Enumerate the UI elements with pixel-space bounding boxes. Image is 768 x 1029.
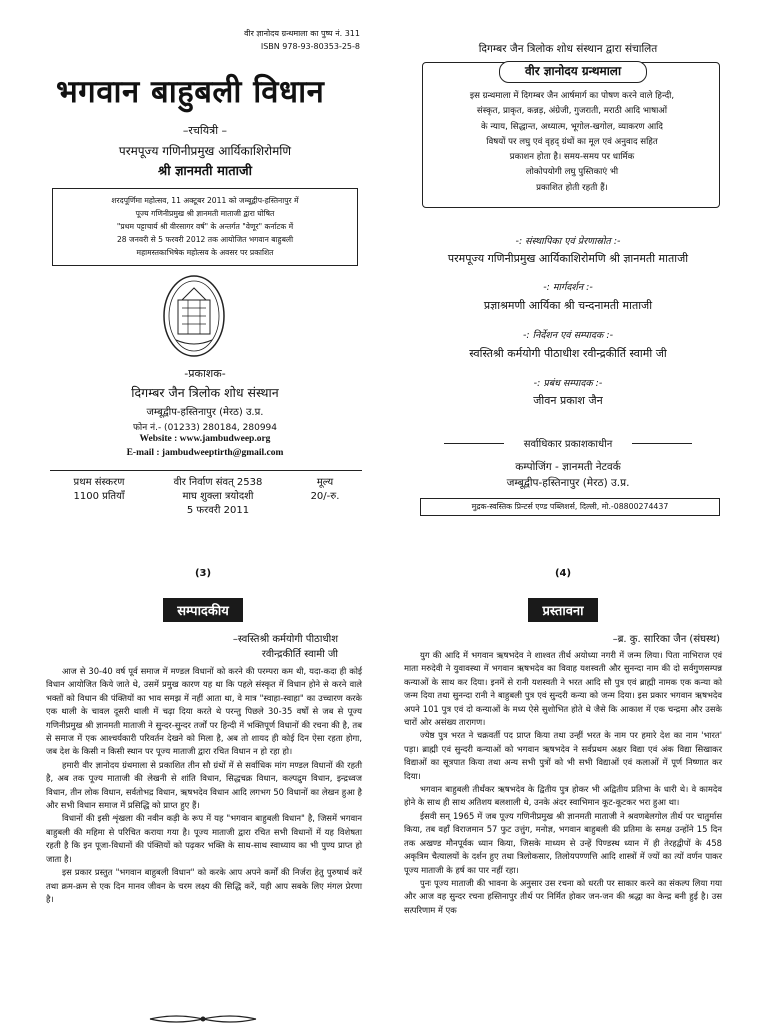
price-value: 20/-रु. <box>310 491 340 502</box>
series-number: वीर ज्ञानोदय ग्रन्थमाला का पुष्प नं. 311 <box>244 29 360 38</box>
series-title: वीर ज्ञानोदय ग्रन्थमाला <box>499 61 647 83</box>
rights-rule <box>444 436 692 450</box>
paragraph: हमारी वीर ज्ञानोदय ग्रंथमाला से प्रकाशित तीन सौ ग्रंथों में से सर्वाधिक मांग मण्डल विधानों की रहती है, अब तक पूज्य माताजी की लेखनी से शांति विधान, सिद्धचक्र विधान, कल्पद्रुम विधान, इन्द्रध्वज विधान, तीन लोक विधान, सर्वतोभद्र विधान, ऋषभदेव विधान आदि लगभग 50 विधानों का लेखन हुआ है और सभी विधान समाज में प्रसिद्धि को प्राप्त हुए हैं। <box>46 759 362 811</box>
ornament-divider <box>148 1010 258 1022</box>
guide-name: प्रज्ञाश्रमणी आर्यिका श्री चन्दनामती माताजी <box>483 299 653 312</box>
series-desc-line: प्रकाशन होता है। समय-समय पर धार्मिक <box>509 152 635 163</box>
paragraph: युग की आदि में भगवान ऋषभदेव ने शाश्वत तीर्थ अयोध्या नगरी में जन्म लिया। पिता नाभिराज एवं माता मरुदेवी ने युवावस्था में भगवान ऋषभदेव का विवाह यशस्वती और सुनन्दा नाम की दो सर्वगुणसम्पन्न कन्याओं के साथ कर दिया। इनमें से रानी यशस्वती ने भरत आदि सौ पुत्र एवं ब्राह्मी नामक एक कन्या को जन्म दिया तथा सुनन्दा रानी ने बाहुबली पुत्र एवं सुन्दरी कन्या को जन्म दिया। इस प्रकार भगवान ऋषभदेव अपने 101 पुत्र एवं दो कन्याओं के मध्य ऐसे सुशोभित होते थे जैसे कि आकाश में एक चन्द्रमा और उसके चारों ओर असंख्य तारागण। <box>404 650 722 728</box>
author-title: परमपूज्य गणिनीप्रमुख आर्यिकाशिरोमणि <box>118 144 292 158</box>
edition-label: प्रथम संस्करण <box>73 477 125 488</box>
editorial-body <box>46 665 362 906</box>
occasion-line: महामस्तकाभिषेक महोत्सव के अवसर पर प्रकाशित <box>136 248 274 257</box>
composing: कम्पोजिंग - ज्ञानमती नेटवर्क <box>515 461 621 473</box>
section-heading: प्रस्तावना <box>528 598 597 622</box>
publisher-address: जम्बूद्वीप-हस्तिनापुर (मेरठ) उ.प्र. <box>146 407 264 418</box>
preface-body <box>404 649 722 917</box>
title-page <box>40 22 370 527</box>
editorial-page <box>38 560 368 1024</box>
page-number: (3) <box>194 568 212 579</box>
paragraph: आज से 30-40 वर्ष पूर्व समाज में मण्डल विधानों को करने की परम्परा कम थी, यदा-कदा ही कोई विधान आयोजित किये जाते थे, उसमें प्रमुख कारण यह था कि पहले संस्कृत में विधान होने से करने वाले भक्तों को विधान की पंक्तियों का भाव समझ में नहीं आता था, वे मात्र "स्वाहा-स्वाहा" का उच्चारण करके एक थाली के चावल दूसरी थाली में चढ़ा दिया करते थे परन्तु पिछले 30-35 वर्षों से जब से पूज्य गणिनीप्रमुख श्री ज्ञानमती माताजी ने सुन्दर-सुन्दर तर्जों पर हिन्दी में भक्तिपूर्ण विधानों की रचना की है, तब से समाज में एक आश्चर्यकारी परिवर्तन देखने को मिला है, अब तो शायद ही कोई दिन ऐसा रहता होगा, जब देश के किसी न किसी स्थान पर पूज्य माताजी द्वारा रचित विधान न हो रहा हो। <box>46 666 362 757</box>
paragraph: ईसवी सन् 1965 में जब पूज्य गणिनीप्रमुख श्री ज्ञानमती माताजी ने श्रवणबेलगोल तीर्थ पर चातुर्मास किया, तब वहाँ विराजमान 57 फुट उत्तुंग, मनोज्ञ, भगवान बाहुबली की प्रतिमा के समक्ष उन्होंने 15 दिन तक अखण्ड मौनपूर्वक ध्यान किया, जिसके माध्यम से उन्हें पिण्डस्थ ध्यान में ही तेरहद्वीपों के 458 अकृत्रिम चैत्यालयों के दर्शन हुए तथा त्रिलोकसार, तिलोयपण्णत्ति आदि शास्त्रों में ज्यों का त्यों वर्णन पाकर पूज्य माताजी के हर्ष का पार नहीं रहा। <box>404 810 722 875</box>
publisher-name: दिगम्बर जैन त्रिलोक शोध संस्थान <box>131 385 279 400</box>
occasion-line: पूज्य गणिनीप्रमुख श्री ज्ञानमती माताजी द्वारा घोषित <box>135 209 275 218</box>
guide-role: -: मार्गदर्शन :- <box>543 282 593 293</box>
edition-block <box>54 476 144 504</box>
series-desc-line: इस ग्रन्थमाला में दिगम्बर जैन आर्षमार्ग का पोषण करने वाले हिन्दी, <box>469 91 675 101</box>
occasion-line: "प्रथम पट्टाचार्य श्री वीरसागर वर्ष" के अन्तर्गत "वेणूर" कर्नाटक में <box>116 222 294 231</box>
paragraph: पुनः पूज्य माताजी की भावना के अनुसार उस रचना को धरती पर साकार करने का संकल्प लिया गया और आज वह सुन्दर रचना हस्तिनापुर तीर्थ पर निर्मित होकर जन-जन की श्रद्धा का केन्द्र बनी हुई है। उस सत्परिणाम में एक <box>404 877 722 915</box>
byline: –ब्र. कु. सारिका जैन (संघस्थ) <box>612 634 720 645</box>
preface-page <box>398 560 728 1024</box>
credits-page <box>408 22 728 527</box>
series-box <box>422 62 720 208</box>
byline-1: –स्वस्तिश्री कर्मयोगी पीठाधीश <box>232 634 338 645</box>
manager-role: -: प्रबंध सम्पादक :- <box>533 378 603 389</box>
rights-text: सर्वाधिकार प्रकाशकाधीन <box>523 439 613 450</box>
author-name: श्री ज्ञानमती माताजी <box>157 164 253 179</box>
samvat-date-english: 5 फरवरी 2011 <box>186 505 250 516</box>
paragraph: इस प्रकार प्रस्तुत "भगवान बाहुबली विधान" को करके आप अपने कर्मों की निर्जरा हेतु पुरुषार्थ करें तथा क्रम-क्रम से एक दिन मानव जीवन के चरम लक्ष्य की सिद्धि करें, यही आप सबके लिए मंगल प्रेरणा है। <box>46 867 362 904</box>
manager-name: जीवन प्रकाश जैन <box>533 394 603 407</box>
price-block <box>292 476 358 504</box>
byline-2: रवीन्द्रकीर्ति स्वामी जी <box>261 649 338 660</box>
series-desc-line: विषयों पर लघु एवं वृहद् ग्रंथों का मूल एवं अनुवाद सहित <box>486 136 658 147</box>
occasion-box <box>52 188 358 266</box>
isbn: ISBN 978-93-80353-25-8 <box>260 42 360 51</box>
paragraph: भगवान बाहुबली तीर्थंकर ऋषभदेव के द्वितीय पुत्र होकर भी अद्वितीय प्रतिभा के धारी थे। वे कामदेव होने के साथ ही साथ अतिशय बलशाली थे, उनके अंदर स्वाभिमान कूट-कूटकर भरा हुआ था। <box>404 784 722 808</box>
series-desc-line: प्रकाशित होती रहती हैं। <box>536 182 608 193</box>
samvat-block <box>148 476 288 518</box>
paragraph: ज्येष्ठ पुत्र भरत ने चक्रवर्ती पद प्राप्त किया तथा उन्हीं भरत के नाम पर हमारे देश का नाम 'भारत' पड़ा। ब्राह्मी एवं सुन्दरी कन्याओं को भगवान ऋषभदेव ने सर्वप्रथम अक्षर विद्या एवं अंक विद्या सिखाकर विद्याओं का सूत्रपात किया तथा अन्य सभी पुत्रों को भी सभी विद्याओं एवं कलाओं में पूर्ण निष्णात कर दिया। <box>404 730 722 781</box>
founder-role: -: संस्थापिका एवं प्रेरणास्रोत :- <box>515 236 621 247</box>
book-title: भगवान बाहुबली विधान <box>56 74 325 110</box>
series-desc-line: संस्कृत, प्राकृत, कन्नड़, अंग्रेजी, गुजराती, मराठी आदि भाषाओं <box>476 106 668 117</box>
publisher-phone: फोन नं.- (01233) 280184, 280994 <box>132 423 278 433</box>
publisher-role: -प्रकाशक- <box>184 367 226 380</box>
printer-box: मुद्रक-स्वस्तिक प्रिन्टर्स एण्ड पब्लिशर्स, दिल्ली, मो.-08800274437 <box>420 498 720 516</box>
director-role: -: निर्देशन एवं सम्पादक :- <box>522 330 614 341</box>
occasion-line: 28 जनवरी से 5 फरवरी 2012 तक आयोजित भगवान बाहुबली <box>116 235 294 244</box>
samvat-date: माघ शुक्ला त्रयोदशी <box>182 491 254 502</box>
price-label: मूल्य <box>316 477 334 488</box>
section-heading: सम्पादकीय <box>163 598 242 622</box>
divider <box>50 470 362 471</box>
founder-name: परमपूज्य गणिनीप्रमुख आर्यिकाशिरोमणि श्री ज्ञानमती माताजी <box>447 252 689 265</box>
page-number: (4) <box>554 568 572 579</box>
series-desc-line: के न्याय, सिद्धान्त, अध्यात्म, भूगोल-खगोल, व्याकरण आदि <box>481 121 663 132</box>
composing-address: जम्बूद्वीप-हस्तिनापुर (मेरठ) उ.प्र. <box>506 477 630 489</box>
managed-by: दिगम्बर जैन त्रिलोक शोध संस्थान द्वारा संचालित <box>478 43 658 55</box>
occasion-line: शरदपूर्णिमा महोत्सव, 11 अक्टूबर 2011 को जम्बूद्वीप-हस्तिनापुर में <box>111 196 299 205</box>
series-desc-line: लोकोपयोगी लघु पुस्तिकाएं भी <box>525 167 619 178</box>
director-name: स्वस्तिश्री कर्मयोगी पीठाधीश रवीन्द्रकीर्ति स्वामी जी <box>469 347 667 360</box>
institute-emblem-logo <box>162 274 226 358</box>
paragraph: विधानों की इसी शृंखला की नवीन कड़ी के रूप में यह "भगवान बाहुबली विधान" है, जिसमें भगवान बाहुबली की महिमा से परिचित कराया गया है। पूज्य माताजी द्वारा रचित सभी विधानों में यह विशेषता रहती है कि इन पूजा-विधानों की पंक्तियों को पढ़कर भक्ति के साथ-साथ स्वाध्याय का भी पुण्य प्राप्त हो जाता है। <box>46 813 362 864</box>
samvat-label: वीर निर्वाण संवत् 2538 <box>173 477 263 488</box>
edition-copies: 1100 प्रतियाँ <box>73 491 125 502</box>
author-role: –रचयित्री – <box>182 124 228 137</box>
publisher-email: E-mail : jambudweeptirth@gmail.com <box>126 448 284 458</box>
publisher-website: Website : www.jambudweep.org <box>139 434 271 444</box>
